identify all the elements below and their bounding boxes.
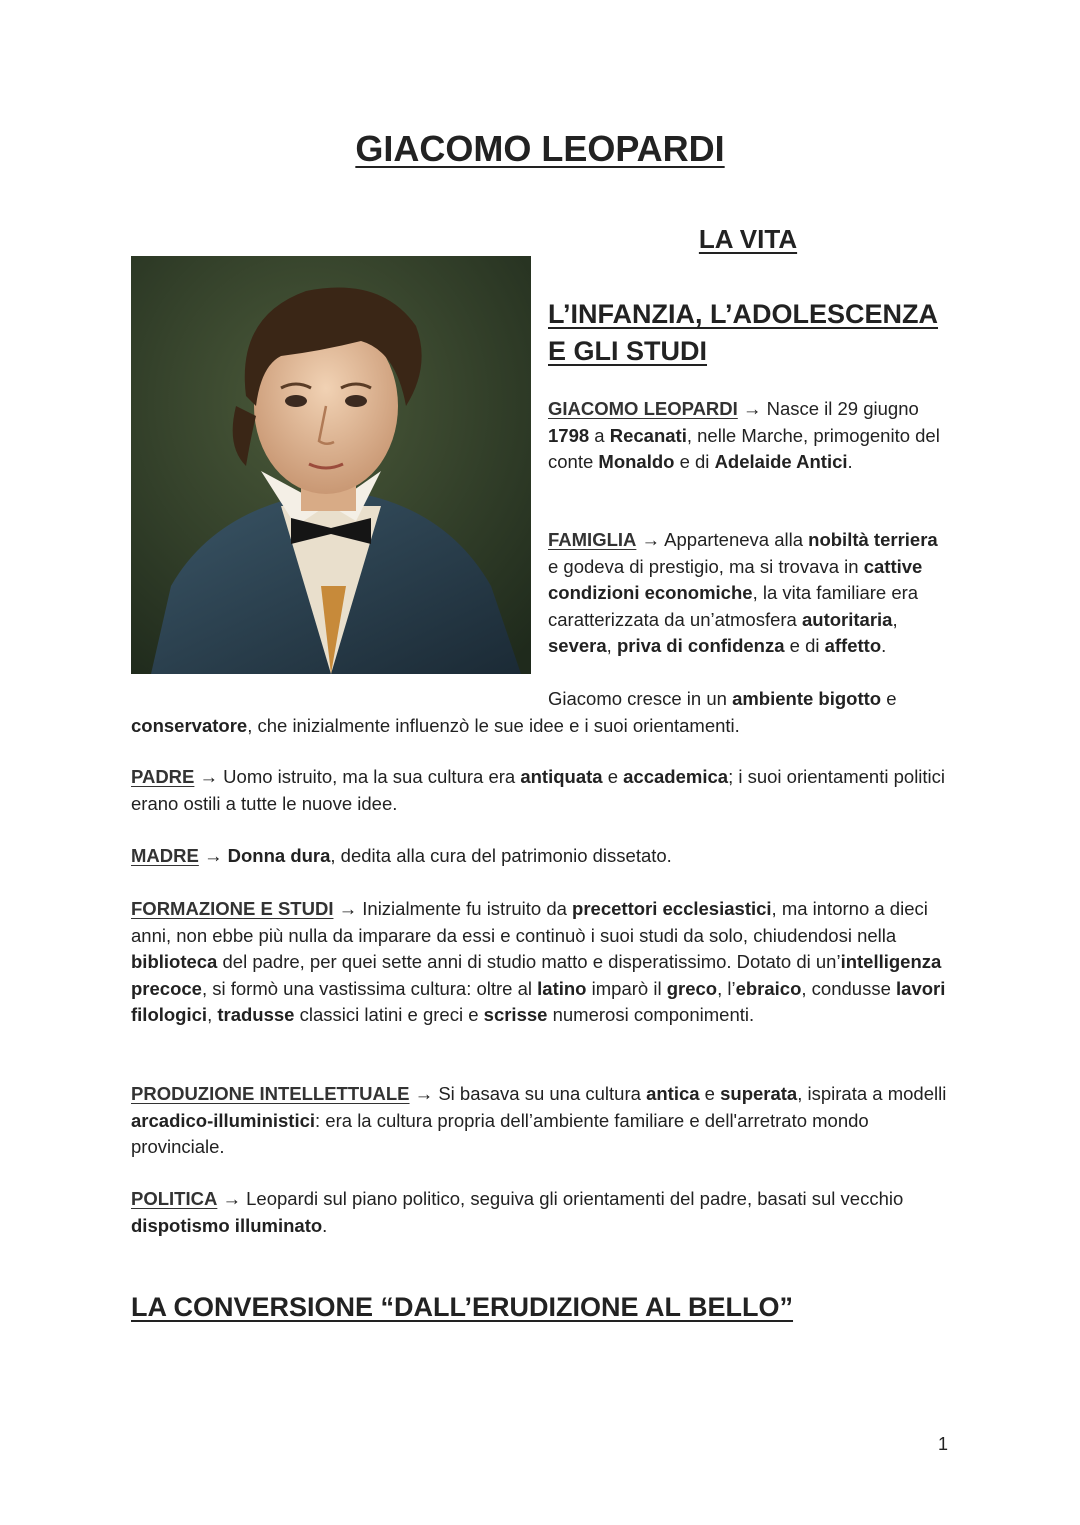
portrait-illustration bbox=[131, 256, 531, 674]
label-politica: POLITICA bbox=[131, 1188, 218, 1209]
page-number: 1 bbox=[937, 1434, 948, 1454]
arrow-icon: → bbox=[333, 898, 363, 919]
paragraph-madre: MADRE → Donna dura, dedita alla cura del patrimonio dissetato. bbox=[131, 845, 672, 866]
label-formazione-e-studi: FORMAZIONE E STUDI bbox=[131, 898, 334, 919]
arrow-icon: → bbox=[409, 1083, 439, 1104]
paragraph-formazione: FORMAZIONE E STUDI → Inizialmente fu istruito da precettori ecclesiastici, ma intorno a dieci anni, non ebbe più nulla da imparare da essi e continuò i suoi studi da solo, chiudendosi nella biblioteca del padre, per quei sette anni di studio matto e disperatissimo. Dotato di un’intelligenza precoce, si formò una vastissima cultura: oltre al latino imparò il greco, l’ebraico, condusse lavori filologici, tradusse classici latini e greci e scrisse numerosi componimenti. bbox=[131, 898, 946, 1025]
section-heading-infanzia: L’INFANZIA, L’ADOLESCENZA E GLI STUDI bbox=[548, 299, 939, 366]
arrow-icon: → bbox=[217, 1188, 247, 1209]
arrow-icon: → bbox=[194, 766, 224, 787]
label-padre: PADRE bbox=[131, 766, 195, 787]
paragraph-intro: GIACOMO LEOPARDI → Nasce il 29 giugno 1798 a Recanati, nelle Marche, primogenito del conte Monaldo e di Adelaide Antici. bbox=[548, 398, 940, 472]
document-title: GIACOMO LEOPARDI bbox=[355, 128, 725, 169]
paragraph-famiglia-continued: Giacomo cresce in un ambiente bigotto e conservatore, che inizialmente influenzò le sue idee e i suoi orientamenti. bbox=[131, 688, 897, 736]
label-famiglia: FAMIGLIA bbox=[548, 529, 637, 550]
paragraph-padre: PADRE → Uomo istruito, ma la sua cultura era antiquata e accademica; i suoi orientamenti politici erano ostili a tutte le nuove idee. bbox=[131, 766, 946, 814]
portrait-image bbox=[131, 256, 531, 674]
label-giacomo-leopardi: GIACOMO LEOPARDI bbox=[548, 398, 738, 419]
section-heading-conversione: LA CONVERSIONE “DALL’ERUDIZIONE AL BELLO” bbox=[131, 1292, 794, 1322]
label-madre: MADRE bbox=[131, 845, 199, 866]
arrow-icon: → bbox=[737, 398, 767, 419]
label-produzione-intellettuale: PRODUZIONE INTELLETTUALE bbox=[131, 1083, 410, 1104]
paragraph-politica: POLITICA → Leopardi sul piano politico, seguiva gli orientamenti del padre, basati sul vecchio dispotismo illuminato. bbox=[131, 1188, 904, 1236]
section-heading-la-vita: LA VITA bbox=[698, 224, 798, 254]
arrow-icon: → bbox=[198, 845, 228, 866]
arrow-icon: → bbox=[636, 529, 665, 550]
paragraph-famiglia: FAMIGLIA → Apparteneva alla nobiltà terriera e godeva di prestigio, ma si trovava in cattive condizioni economiche, la vita familiare era caratterizzata da un’atmosfera autoritaria, severa, priva di confidenza e di affetto. bbox=[548, 529, 938, 656]
paragraph-produzione: PRODUZIONE INTELLETTUALE → Si basava su una cultura antica e superata, ispirata a modelli arcadico-illuministici: era la cultura propria dell’ambiente familiare e dell'arretrato mondo provinciale. bbox=[131, 1083, 947, 1157]
